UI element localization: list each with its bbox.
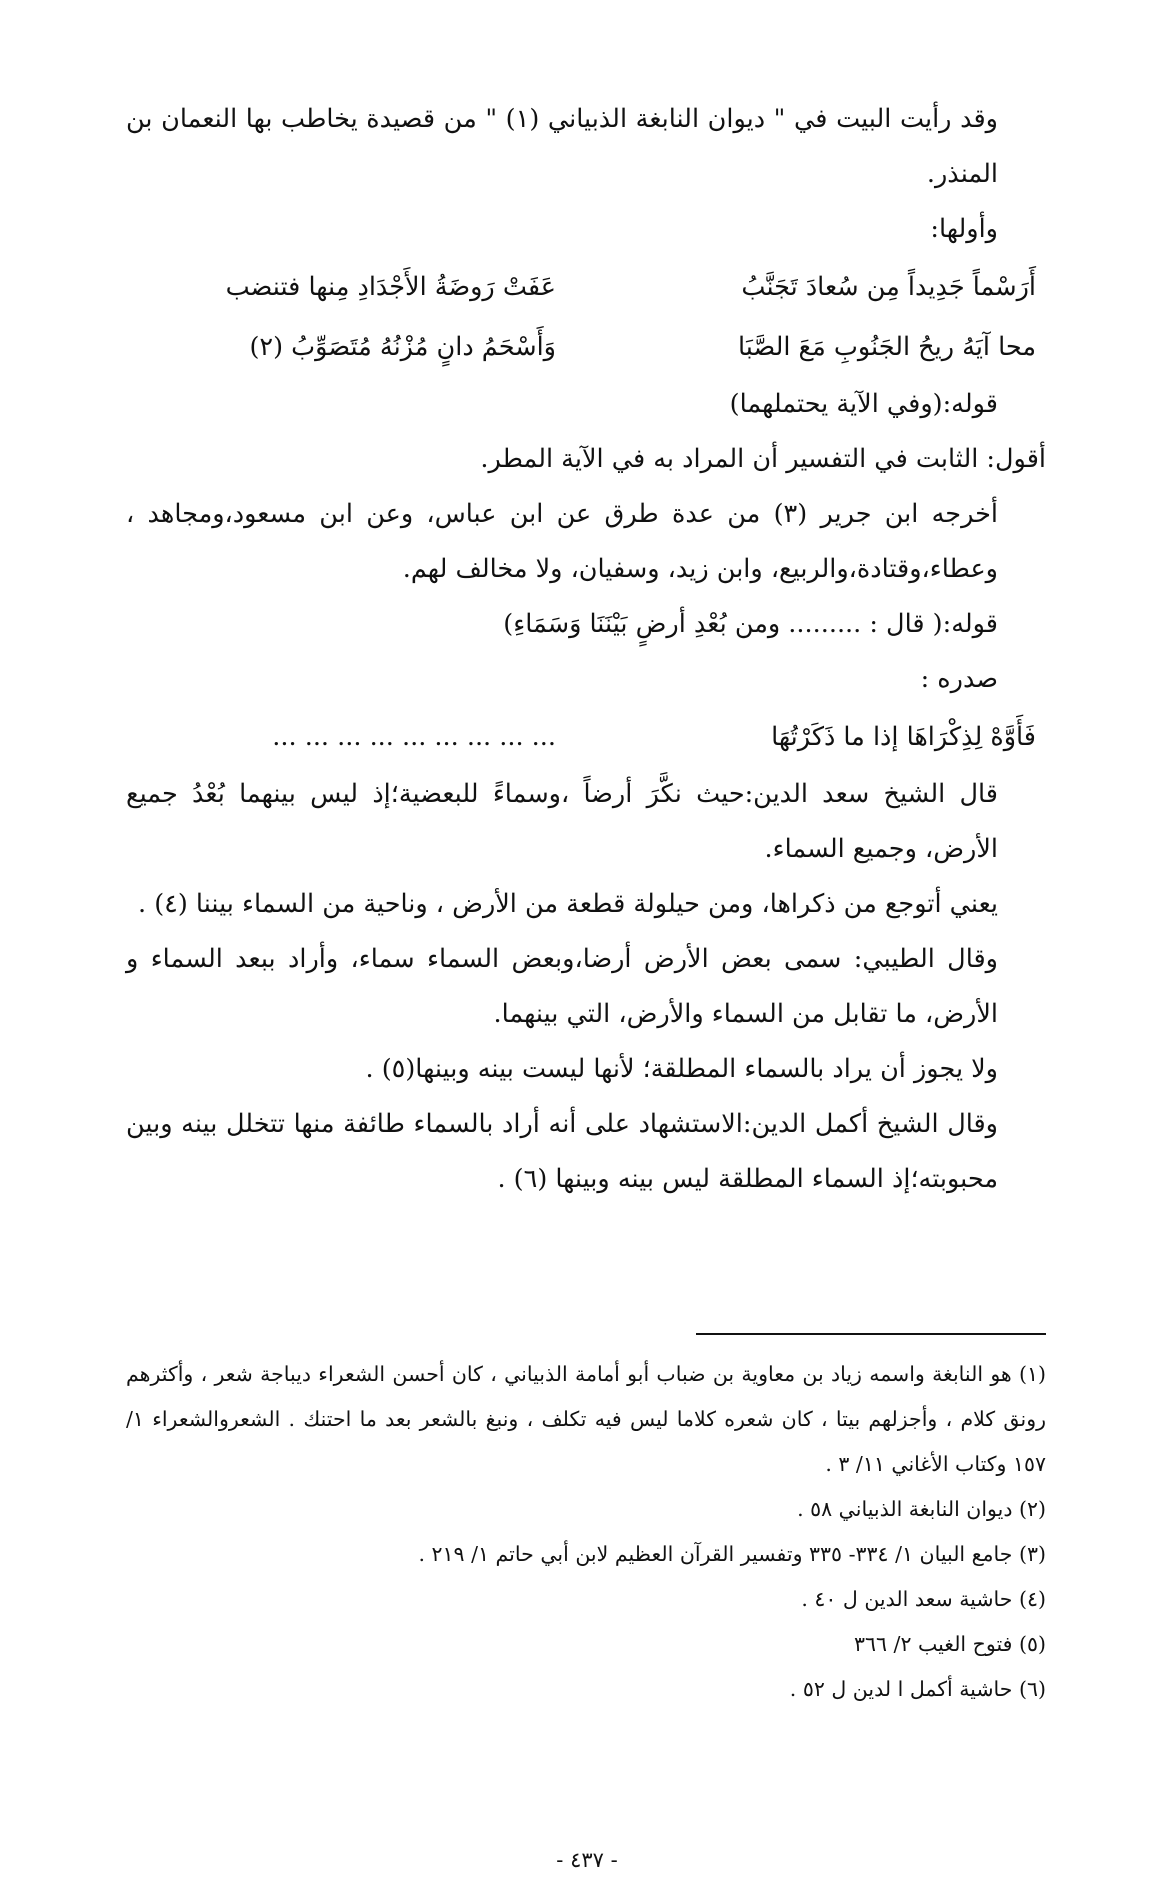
verse-first-hemistich: محا آيَهُ ريحُ الجَنُوبِ مَعَ الصَّبَا: [738, 332, 1036, 362]
verse-line: [126, 707, 1046, 767]
footnote: (٢) ديوان النابغة الذبياني ٥٨ .: [797, 1497, 1046, 1521]
paragraph-sources: أخرجه ابن جرير (٣) من عدة طرق عن ابن عباس، وعن ابن مسعود،ومجاهد ، وعطاء،وقتادة،والربيع، وابن زيد، وسفيان، ولا مخالف لهم.: [126, 499, 998, 584]
paragraph-commentary: قال الشيخ سعد الدين:حيث نكَّرَ أرضاً ،وسماءً للبعضية؛إذ ليس بينهما بُعْدُ جميع الأرض، وجميع السماء.: [126, 779, 998, 864]
paragraph-label: صدره :: [920, 664, 998, 694]
footnote: (٦) حاشية أكمل ا لدين ل ٥٢ .: [789, 1677, 1046, 1701]
verse-second-hemistich: وَأَسْحَمُ دانٍ مُزْنُهُ مُتَصَوِّبُ (٢): [249, 332, 556, 362]
verse-second-hemistich: عَفَتْ رَوضَةُ الأَجْدَادِ مِنها فتنضب: [225, 272, 556, 302]
footnote: (٥) فتوح الغيب ٢/ ٣٦٦: [853, 1632, 1046, 1656]
footnote: (٤) حاشية سعد الدين ل ٤٠ .: [801, 1587, 1046, 1611]
page-number: - ٤٣٧ -: [556, 1848, 618, 1872]
paragraph-commentary: وقال الشيخ أكمل الدين:الاستشهاد على أنه أراد بالسماء طائفة منها تتخلل بينه وبين محبوبته؛إذ السماء المطلقة ليس بينه وبينها (٦) .: [126, 1109, 998, 1194]
paragraph-opening: وأولها:: [930, 214, 998, 244]
footnotes: [126, 1352, 1046, 1712]
paragraph-answer: أقول: الثابت في التفسير أن المراد به في الآية المطر.: [480, 444, 1046, 474]
paragraph-commentary: يعني أتوجع من ذكراها، ومن حيلولة قطعة من الأرض ، وناحية من السماء بيننا (٤) .: [138, 889, 998, 919]
footnote-divider: [696, 1333, 1046, 1335]
footnote: (٣) جامع البيان ١/ ٣٣٤- ٣٣٥ وتفسير القرآن العظيم لابن أبي حاتم ١/ ٢١٩ .: [418, 1542, 1046, 1566]
main-text: [126, 92, 1046, 1207]
verse-first-hemistich: فَأَوَّهْ لِذِكْرَاهَا إذا ما ذَكَرْتُهَا: [771, 722, 1036, 752]
paragraph-quote: قوله:( قال : ......... ومن بُعْدِ أرضٍ بَيْنَنَا وَسَمَاءِ): [503, 609, 998, 639]
paragraph-commentary: وقال الطيبي: سمى بعض الأرض أرضا،وبعض السماء سماء، وأراد ببعد السماء و الأرض، ما تقابل من السماء والأرض، التي بينهما.: [126, 944, 998, 1029]
verse-first-hemistich: أَرَسْماً جَدِيداً مِن سُعادَ تَجَنَّبُ: [741, 272, 1036, 302]
footnote: (١) هو النابغة واسمه زياد بن معاوية بن ضباب أبو أمامة الذبياني ، كان أحسن الشعراء ديباجة شعر ، وأكثرهم رونق كلام ، وأجزلهم بيتا ، كان شعره كلاما ليس فيه تكلف ، ونبغ بالشعر بعد ما احتنك . الشعروالشعراء ١/ ١٥٧ وكتاب الأغاني ١١/ ٣ .: [126, 1362, 1046, 1476]
paragraph-commentary: ولا يجوز أن يراد بالسماء المطلقة؛ لأنها ليست بينه وبينها(٥) .: [365, 1054, 998, 1084]
paragraph-intro: وقد رأيت البيت في " ديوان النابغة الذبياني (١) " من قصيدة يخاطب بها النعمان بن المنذر.: [126, 104, 998, 189]
verse-line: [126, 257, 1046, 317]
paragraph-quote: قوله:(وفي الآية يحتملهما): [729, 389, 998, 419]
verse-line: [126, 317, 1046, 377]
verse-second-hemistich: ... ... ... ... ... ... ... ... ...: [272, 722, 556, 752]
